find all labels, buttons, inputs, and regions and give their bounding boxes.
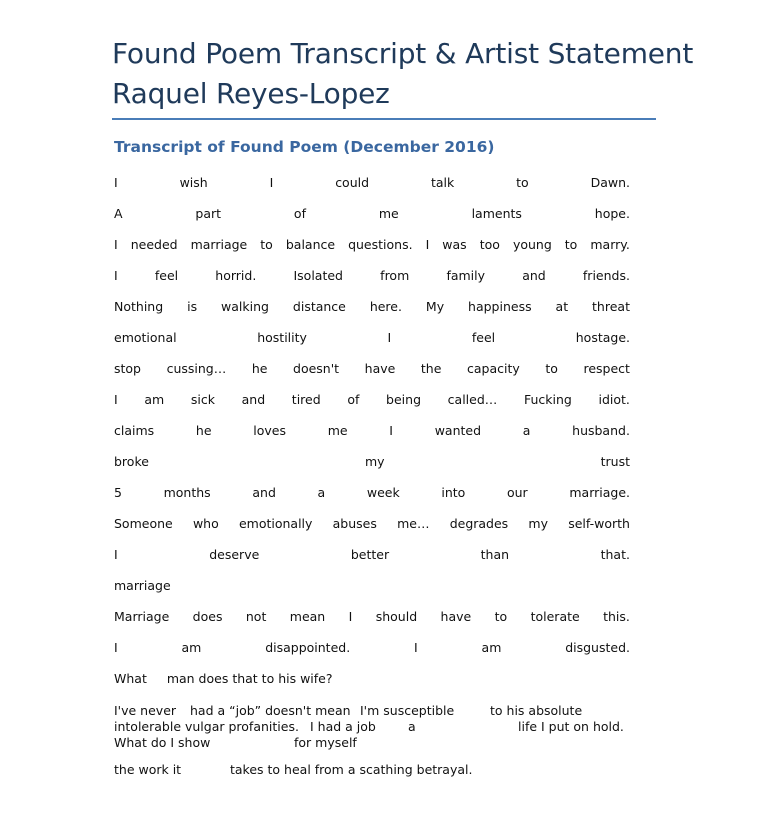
poem-word: he (195, 423, 212, 438)
poem-word: feel (154, 268, 179, 283)
poem-word: my (364, 454, 385, 469)
poem-word: at (555, 299, 569, 314)
poem-word: marriage (190, 237, 248, 252)
poem-line (114, 203, 630, 234)
poem-word: A (114, 206, 123, 221)
poem-word: emotional (114, 330, 177, 345)
poem-word: I (114, 175, 118, 190)
poem-line (114, 420, 630, 451)
poem-word: young (512, 237, 552, 252)
poem-word: months (163, 485, 211, 500)
poem-word: Nothing (114, 299, 164, 314)
poem-word: questions. (348, 237, 413, 252)
poem-word: hostage. (575, 330, 630, 345)
section-heading: Transcript of Found Poem (December 2016) (114, 138, 495, 156)
poem-line (114, 265, 630, 296)
poem-word: My (425, 299, 445, 314)
poem-word: and (241, 392, 266, 407)
final-fragment: takes to heal from a scathing betrayal. (230, 762, 473, 777)
poem-word: and (252, 485, 276, 500)
poem-word: self-worth (568, 516, 630, 531)
stanza-row-1 (114, 703, 654, 719)
poem-word: was (442, 237, 467, 252)
poem-word: disgusted. (565, 640, 630, 655)
poem-word: my (528, 516, 548, 531)
poem-word: cussing… (166, 361, 227, 376)
poem-word: degrades (449, 516, 509, 531)
poem-word: marriage. (569, 485, 630, 500)
poem-word: part (195, 206, 222, 221)
poem-word: happiness (468, 299, 532, 314)
poem-line (114, 544, 630, 575)
poem-word: I (114, 268, 118, 283)
poem-word: sick (190, 392, 215, 407)
title-divider (112, 118, 656, 120)
stanza-fragment: a (408, 719, 416, 734)
poem-word: balance (285, 237, 336, 252)
poem-word: a (522, 423, 531, 438)
poem-word: me… (397, 516, 430, 531)
poem-line (114, 172, 630, 203)
stanza-fragment: I'm susceptible (360, 703, 455, 718)
poem-word: to (494, 609, 508, 624)
poem-word: I (414, 640, 418, 655)
stanza-fragment: I've never (114, 703, 177, 718)
poem-stanza (114, 703, 654, 751)
poem-word: should (375, 609, 418, 624)
poem-word: respect (583, 361, 630, 376)
poem-word: I (389, 423, 393, 438)
poem-word: horrid. (215, 268, 257, 283)
poem-word: needed (130, 237, 178, 252)
poem-word: marry. (590, 237, 630, 252)
poem-word: Dawn. (590, 175, 630, 190)
poem-word: of (293, 206, 306, 221)
poem-word: to (545, 361, 558, 376)
poem-word: Isolated (293, 268, 343, 283)
poem-line (114, 482, 630, 513)
poem-word: that. (600, 547, 630, 562)
poem-word: wish (179, 175, 208, 190)
poem-word: could (335, 175, 370, 190)
poem-line (114, 451, 630, 482)
poem-word: is (187, 299, 198, 314)
poem-word: tolerate (530, 609, 580, 624)
poem-word: me (378, 206, 399, 221)
poem-word: to (516, 175, 529, 190)
poem-word: I (425, 237, 430, 252)
poem-word: broke (114, 454, 149, 469)
poem-word: here. (369, 299, 402, 314)
final-fragment: the work it (114, 762, 182, 777)
poem-word: being (386, 392, 422, 407)
poem-word: tired (291, 392, 321, 407)
poem-word: to (260, 237, 273, 252)
poem-word: who (192, 516, 219, 531)
poem-word: deserve (209, 547, 260, 562)
poem-word: I (114, 237, 118, 252)
poem-word: our (506, 485, 528, 500)
poem-word: capacity (466, 361, 520, 376)
poem-word: Marriage (114, 609, 170, 624)
poem-word: this. (603, 609, 630, 624)
document-title (112, 34, 693, 114)
stanza-fragment: for myself (294, 735, 357, 750)
poem-word: better (350, 547, 390, 562)
poem-word: threat (592, 299, 630, 314)
poem-word: distance (292, 299, 346, 314)
poem-word: emotionally (238, 516, 313, 531)
poem-word: I (387, 330, 392, 345)
poem-word: not (245, 609, 267, 624)
poem-word: am (181, 640, 202, 655)
poem-word: stop (114, 361, 141, 376)
poem-body (114, 172, 630, 668)
poem-word: Fucking (523, 392, 572, 407)
stanza-fragment: to his absolute (490, 703, 583, 718)
poem-word: into (441, 485, 466, 500)
title-line-1: Found Poem Transcript & Artist Statement (112, 37, 694, 70)
poem-word: have (440, 609, 472, 624)
poem-line (114, 296, 630, 327)
poem-word: family (446, 268, 486, 283)
poem-word: he (251, 361, 268, 376)
poem-word: mean (289, 609, 326, 624)
poem-word: husband. (572, 423, 630, 438)
stanza-fragment: life I put on hold. (518, 719, 624, 734)
poem-word: Someone (114, 516, 173, 531)
poem-word: I (348, 609, 353, 624)
poem-word: I (114, 547, 118, 562)
poem-word: called… (447, 392, 498, 407)
stanza-fragment: had a “job” doesn't mean (190, 703, 351, 718)
poem-line (114, 234, 630, 265)
poem-word: trust (600, 454, 630, 469)
poem-word: hope. (594, 206, 630, 221)
poem-what-line (114, 671, 333, 686)
poem-word: idiot. (598, 392, 630, 407)
poem-line (114, 327, 630, 358)
poem-word: I (269, 175, 274, 190)
poem-line (114, 513, 630, 544)
poem-line (114, 606, 630, 637)
poem-word: laments (471, 206, 522, 221)
poem-line (114, 575, 630, 606)
stanza-fragment: intolerable vulgar profanities. (114, 719, 299, 734)
poem-word: to (564, 237, 578, 252)
stanza-row-2 (114, 719, 654, 735)
poem-word: feel (471, 330, 496, 345)
poem-line (114, 637, 630, 668)
poem-word: I (114, 640, 118, 655)
poem-word: week (366, 485, 400, 500)
poem-word: disappointed. (265, 640, 351, 655)
poem-word: than (480, 547, 510, 562)
poem-word: the (420, 361, 442, 376)
poem-word: am (481, 640, 502, 655)
poem-word: have (364, 361, 396, 376)
poem-word: of (347, 392, 360, 407)
poem-word: walking (221, 299, 269, 314)
poem-word: from (380, 268, 410, 283)
poem-word: friends. (582, 268, 630, 283)
poem-word: abuses (332, 516, 377, 531)
poem-word: and (522, 268, 546, 283)
poem-line (114, 358, 630, 389)
poem-word: too (479, 237, 500, 252)
poem-word: marriage (114, 578, 171, 593)
poem-word: talk (430, 175, 455, 190)
what-rest: man does that to his wife? (166, 671, 333, 686)
poem-word: 5 (114, 485, 122, 500)
poem-word: me (327, 423, 348, 438)
poem-line (114, 389, 630, 420)
poem-word: doesn't (293, 361, 340, 376)
poem-word: I (114, 392, 118, 407)
poem-word: hostility (257, 330, 307, 345)
poem-word: wanted (434, 423, 482, 438)
poem-word: does (192, 609, 223, 624)
stanza-row-3 (114, 735, 654, 751)
title-line-2-author: Raquel Reyes-Lopez (112, 77, 390, 110)
stanza-fragment: I had a job (310, 719, 376, 734)
what-word: What (114, 671, 147, 686)
stanza-fragment: What do I show (114, 735, 211, 750)
poem-word: claims (114, 423, 155, 438)
poem-word: a (317, 485, 326, 500)
poem-word: loves (253, 423, 286, 438)
poem-word: am (144, 392, 165, 407)
